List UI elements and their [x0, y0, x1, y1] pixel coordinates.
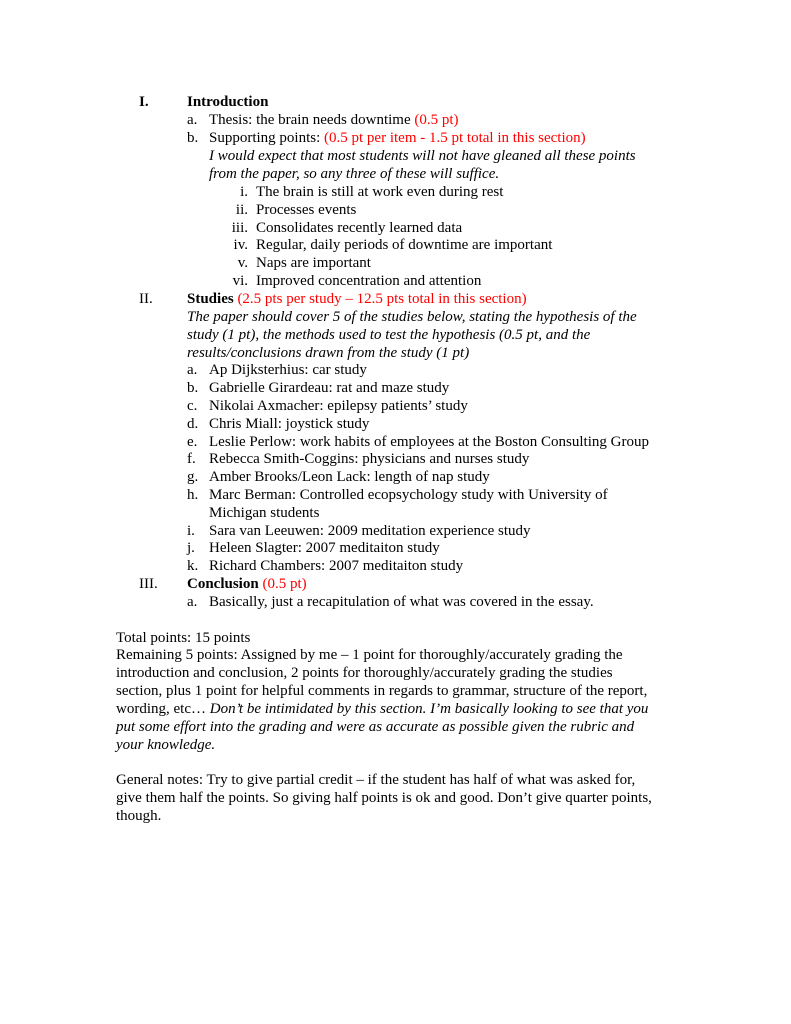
studies-note-line: study (1 pt), the methods used to test the hypothesis (0.5 pt, and the	[187, 327, 591, 343]
study-item: Nikolai Axmacher: epilepsy patients’ study	[209, 398, 468, 414]
list-label: k.	[187, 558, 199, 574]
subpoint-label: iii.	[231, 220, 248, 236]
conclusion-heading	[187, 576, 307, 594]
subpoint-text: Regular, daily periods of downtime are important	[256, 237, 553, 253]
studies-points: (2.5 pts per study – 12.5 pts total in this section)	[233, 291, 527, 307]
list-label: a.	[187, 112, 198, 128]
total-points: Total points: 15 points	[116, 630, 251, 646]
section-numeral-1: I.	[139, 94, 149, 110]
subpoint-text: The brain is still at work even during rest	[256, 184, 504, 200]
remaining-line: your knowledge.	[116, 737, 216, 753]
list-label: h.	[187, 487, 199, 503]
supporting-points-points: (0.5 pt per item - 1.5 pt total in this section)	[324, 130, 586, 146]
study-item: Rebecca Smith-Coggins: physicians and nurses study	[209, 451, 530, 467]
section-title-studies: Studies	[187, 291, 234, 307]
list-label: b.	[187, 380, 199, 396]
study-item: Richard Chambers: 2007 meditaiton study	[209, 558, 464, 574]
studies-note-line: The paper should cover 5 of the studies below, stating the hypothesis of the	[187, 309, 637, 325]
section-title-introduction: Introduction	[187, 94, 269, 110]
list-label: j.	[187, 540, 195, 556]
thesis-points: (0.5 pt)	[414, 112, 459, 128]
remaining-line: section, plus 1 point for helpful comments in regards to grammar, structure of the report,	[116, 683, 648, 699]
subpoint-label: v.	[237, 255, 248, 271]
list-label: c.	[187, 398, 198, 414]
study-item: Heleen Slagter: 2007 meditaiton study	[209, 540, 440, 556]
studies-heading	[187, 291, 527, 309]
studies-note-line: results/conclusions drawn from the study (1 pt)	[187, 345, 470, 361]
study-item: Chris Miall: joystick study	[209, 416, 370, 432]
subpoint-label: vi.	[232, 273, 248, 289]
section-title-conclusion: Conclusion	[187, 576, 259, 592]
subpoint-text: Improved concentration and attention	[256, 273, 482, 289]
thesis-item	[209, 112, 459, 130]
subpoint-label: ii.	[235, 202, 248, 218]
general-notes-line: General notes: Try to give partial credit – if the student has half of what was asked for,	[116, 772, 636, 788]
subpoint-text: Processes events	[256, 202, 357, 218]
intro-note-line: from the paper, so any three of these will suffice.	[209, 166, 500, 182]
list-label: d.	[187, 416, 199, 432]
supporting-points-text: Supporting points:	[209, 130, 325, 146]
remaining-line: introduction and conclusion, 2 points for thoroughly/accurately grading the studies	[116, 665, 613, 681]
subpoint-label: i.	[240, 184, 248, 200]
remaining-line-plain: wording, etc…	[116, 701, 210, 717]
list-label: f.	[187, 451, 196, 467]
remaining-line-italic: Don’t be intimidated by this section. I’m basically looking to see that you	[209, 701, 649, 717]
subpoint-label: iv.	[233, 237, 248, 253]
remaining-line: Remaining 5 points: Assigned by me – 1 point for thoroughly/accurately grading the	[116, 647, 623, 663]
list-label: b.	[187, 130, 199, 146]
study-item: Sara van Leeuwen: 2009 meditation experience study	[209, 523, 531, 539]
general-notes-line: though.	[116, 808, 162, 824]
supporting-points-item	[209, 130, 586, 148]
subpoint-text: Consolidates recently learned data	[256, 220, 463, 236]
section-numeral-2: II.	[139, 291, 153, 307]
list-label: i.	[187, 523, 195, 539]
study-item: Amber Brooks/Leon Lack: length of nap study	[209, 469, 490, 485]
thesis-text: Thesis: the brain needs downtime	[209, 112, 415, 128]
conclusion-points: (0.5 pt)	[258, 576, 307, 592]
conclusion-item: Basically, just a recapitulation of what was covered in the essay.	[209, 594, 594, 610]
general-notes-line: give them half the points. So giving half points is ok and good. Don’t give quarter points,	[116, 790, 652, 806]
study-item: Leslie Perlow: work habits of employees at the Boston Consulting Group	[209, 434, 649, 450]
study-item-continuation: Michigan students	[209, 505, 320, 521]
remaining-line	[116, 701, 648, 719]
study-item: Ap Dijksterhius: car study	[209, 362, 367, 378]
list-label: a.	[187, 362, 198, 378]
intro-note-line: I would expect that most students will not have gleaned all these points	[209, 148, 636, 164]
remaining-line: put some effort into the grading and were as accurate as possible given the rubric and	[116, 719, 635, 735]
list-label: g.	[187, 469, 199, 485]
subpoint-text: Naps are important	[256, 255, 371, 271]
list-label: e.	[187, 434, 198, 450]
study-item: Gabrielle Girardeau: rat and maze study	[209, 380, 450, 396]
list-label: a.	[187, 594, 198, 610]
study-item: Marc Berman: Controlled ecopsychology study with University of	[209, 487, 608, 503]
section-numeral-3: III.	[139, 576, 158, 592]
